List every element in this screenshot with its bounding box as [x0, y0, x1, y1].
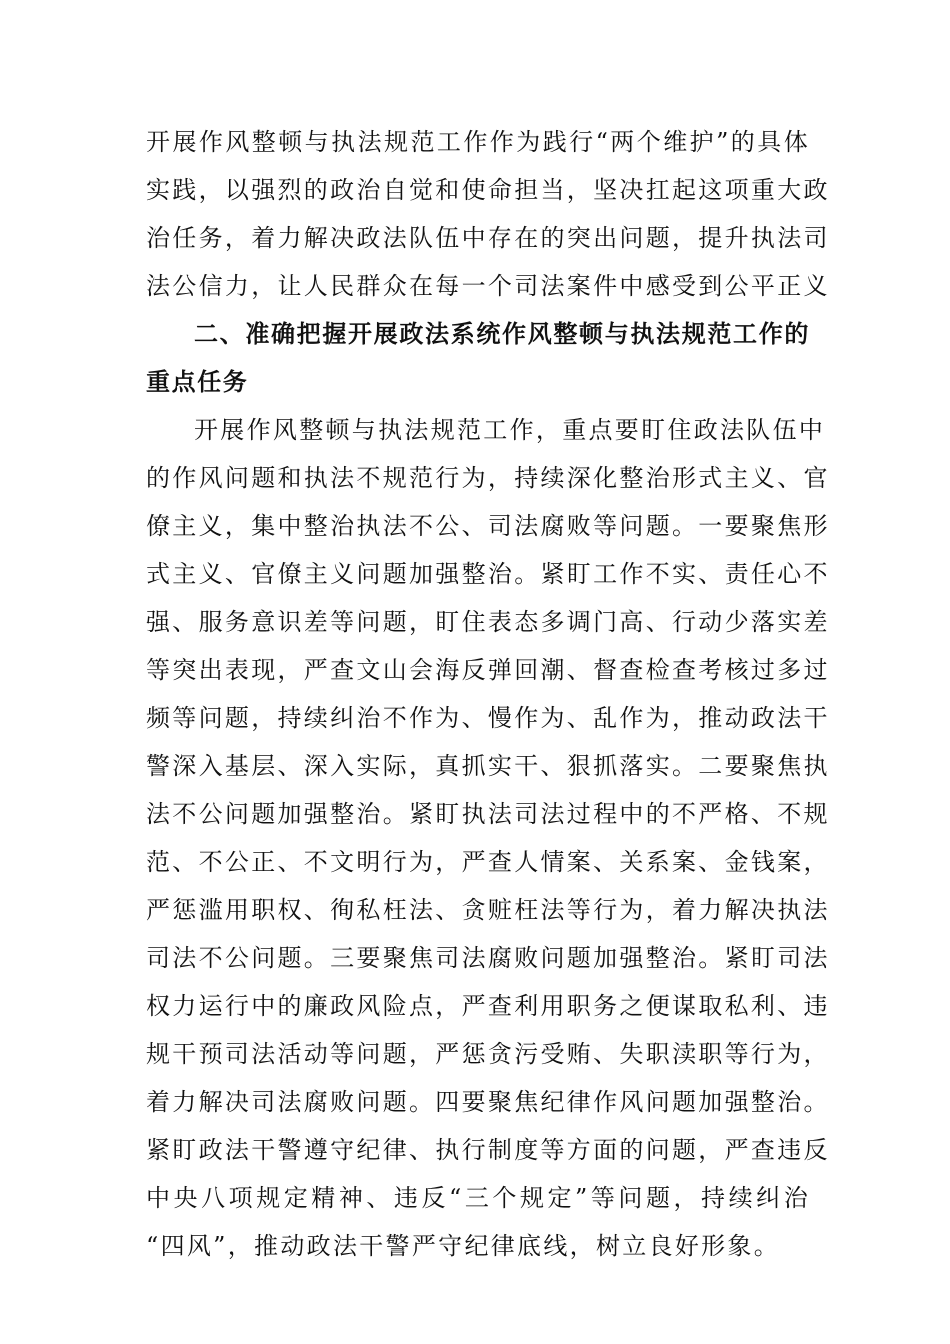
text-line: 权力运行中的廉政风险点，严查利用职务之便谋取私利、违 [146, 992, 830, 1020]
text-line: 着力解决司法腐败问题。四要聚焦纪律作风问题加强整治。 [146, 1088, 830, 1116]
text-line: 强、服务意识差等问题，盯住表态多调门高、行动少落实差 [146, 608, 830, 636]
text-line: 紧盯政法干警遵守纪律、执行制度等方面的问题，严查违反 [146, 1136, 830, 1164]
section-heading [146, 310, 810, 406]
text-line: 等突出表现，严查文山会海反弹回潮、督查检查考核过多过 [146, 656, 830, 684]
text-line: 实践，以强烈的政治自觉和使命担当，坚决扛起这项重大政 [146, 176, 830, 204]
text-line: 僚主义，集中整治执法不公、司法腐败等问题。一要聚焦形 [146, 512, 830, 540]
text-line: 的作风问题和执法不规范行为，持续深化整治形式主义、官 [146, 464, 830, 492]
heading-line: 重点任务 [146, 368, 249, 396]
paragraph-tasks [146, 406, 830, 1270]
text-line: “四风”，推动政法干警严守纪律底线，树立良好形象。 [146, 1232, 781, 1260]
text-line: 警深入基层、深入实际，真抓实干、狠抓落实。二要聚焦执 [146, 752, 830, 780]
text-line: 范、不公正、不文明行为，严查人情案、关系案、金钱案， [146, 848, 830, 876]
paragraph-intro [146, 118, 830, 310]
heading-line: 二、准确把握开展政法系统作风整顿与执法规范工作的 [194, 320, 810, 348]
text-line: 规干预司法活动等问题，严惩贪污受贿、失职渎职等行为， [146, 1040, 830, 1068]
text-line: 开展作风整顿与执法规范工作作为践行“两个维护”的具体 [146, 128, 810, 156]
document-page [146, 118, 830, 1270]
text-line: 频等问题，持续纠治不作为、慢作为、乱作为，推动政法干 [146, 704, 830, 732]
text-line: 治任务，着力解决政法队伍中存在的突出问题，提升执法司 [146, 224, 830, 252]
text-line: 法公信力，让人民群众在每一个司法案件中感受到公平正义 [146, 272, 830, 300]
text-line: 法不公问题加强整治。紧盯执法司法过程中的不严格、不规 [146, 800, 830, 828]
text-line: 中央八项规定精神、违反“三个规定”等问题，持续纠治 [146, 1184, 810, 1212]
text-line: 开展作风整顿与执法规范工作，重点要盯住政法队伍中 [194, 416, 826, 444]
text-line: 严惩滥用职权、徇私枉法、贪赃枉法等行为，着力解决执法 [146, 896, 830, 924]
text-line: 司法不公问题。三要聚焦司法腐败问题加强整治。紧盯司法 [146, 944, 830, 972]
text-line: 式主义、官僚主义问题加强整治。紧盯工作不实、责任心不 [146, 560, 830, 588]
